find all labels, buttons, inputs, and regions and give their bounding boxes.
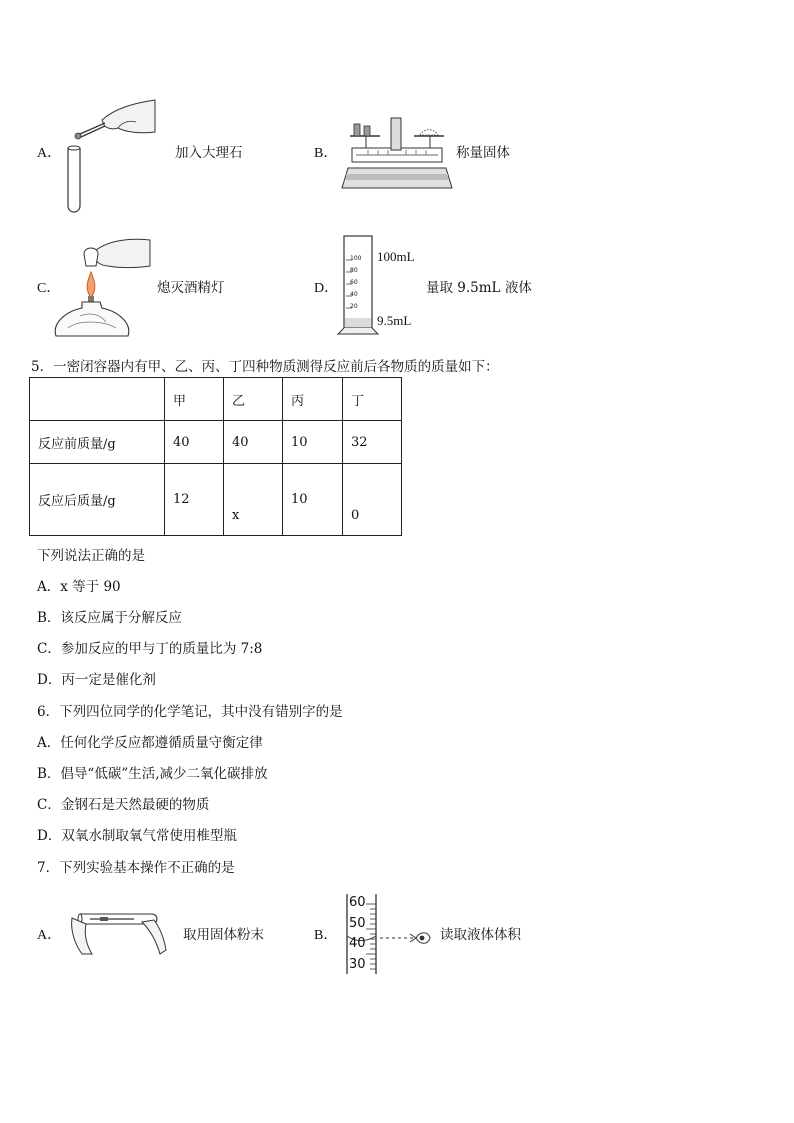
option-c-caption: 熄灭酒精灯 <box>157 280 225 296</box>
option-b-caption: 称量固体 <box>456 145 510 161</box>
table-cell: 32 <box>343 421 402 464</box>
q6-option-b: B．倡导“低碳”生活,减少二氧化碳排放 <box>37 766 268 782</box>
balance-scale-illustration <box>338 112 456 192</box>
option-d-letter: D． <box>314 281 339 296</box>
table-cell: 反应后质量/g <box>30 464 165 536</box>
table-cell: 10 <box>283 421 343 464</box>
option-c-letter: C． <box>37 281 61 296</box>
cylinder-bottom-label: 9.5mL <box>377 313 412 328</box>
table-cell: 0 <box>343 464 402 536</box>
table-cell: x <box>224 464 283 536</box>
q7-option-b-caption: 读取液体体积 <box>440 927 521 943</box>
cylinder-tick-40: 40 <box>350 291 358 298</box>
q5-option-a: A．x 等于 90 <box>37 579 121 595</box>
table-cell: 40 <box>224 421 283 464</box>
table-row <box>30 464 402 536</box>
q5-option-c: C．参加反应的甲与丁的质量比为 7:8 <box>37 641 263 657</box>
q7-tick-60: 60 <box>349 895 366 910</box>
test-tube-tweezers-illustration <box>60 98 160 216</box>
option-b-letter: B． <box>314 146 338 161</box>
q7-tick-30: 30 <box>349 956 366 972</box>
q7-stem: 7．下列实验基本操作不正确的是 <box>37 860 235 876</box>
table-header-cell: 丙 <box>283 378 343 421</box>
option-d-caption: 量取 9.5mL 液体 <box>426 280 532 296</box>
q7-option-b-letter: B． <box>314 928 338 943</box>
q5-stem: 5．一密闭容器内有甲、乙、丙、丁四种物质测得反应前后各物质的质量如下： <box>31 359 499 375</box>
cylinder-tick-20: 20 <box>350 303 358 310</box>
table-row <box>30 421 402 464</box>
option-a-caption: 加入大理石 <box>175 145 243 161</box>
table-cell: 12 <box>165 464 224 536</box>
cylinder-scale <box>350 253 361 313</box>
table-header-cell: 丁 <box>343 378 402 421</box>
cylinder-tick-100: 100 <box>350 255 362 262</box>
table-header-cell: 甲 <box>165 378 224 421</box>
table-cell: 40 <box>165 421 224 464</box>
q5-option-d: D．丙一定是催化剂 <box>37 672 156 688</box>
q5-option-b: B．该反应属于分解反应 <box>37 610 182 626</box>
q5-question: 下列说法正确的是 <box>37 548 145 564</box>
table-cell: 10 <box>283 464 343 536</box>
table-cell: 反应前质量/g <box>30 421 165 464</box>
cylinder-top-label: 100mL <box>377 249 415 264</box>
table-header-row <box>30 378 402 421</box>
q7-option-a-caption: 取用固体粉末 <box>183 927 264 943</box>
q6-stem: 6．下列四位同学的化学笔记，其中没有错别字的是 <box>37 704 343 720</box>
table-header-cell: 乙 <box>224 378 283 421</box>
q6-option-d: D．双氧水制取氧气常使用椎型瓶 <box>37 828 237 844</box>
mass-table <box>29 377 402 536</box>
table-header-cell <box>30 378 165 421</box>
test-tube-powder-illustration <box>68 904 168 956</box>
q7-cylinder-scale <box>349 893 366 975</box>
cylinder-tick-60: 60 <box>350 279 358 286</box>
option-a-letter: A． <box>37 146 62 161</box>
q7-tick-50: 50 <box>349 915 366 931</box>
alcohol-lamp-illustration <box>62 236 152 341</box>
q6-option-c: C．金钢石是天然最硬的物质 <box>37 797 210 813</box>
cylinder-tick-80: 80 <box>350 267 358 274</box>
q7-tick-40: 40 <box>349 936 366 951</box>
q7-option-a-letter: A． <box>37 928 62 943</box>
q6-option-a: A．任何化学反应都遵循质量守衡定律 <box>37 735 263 751</box>
